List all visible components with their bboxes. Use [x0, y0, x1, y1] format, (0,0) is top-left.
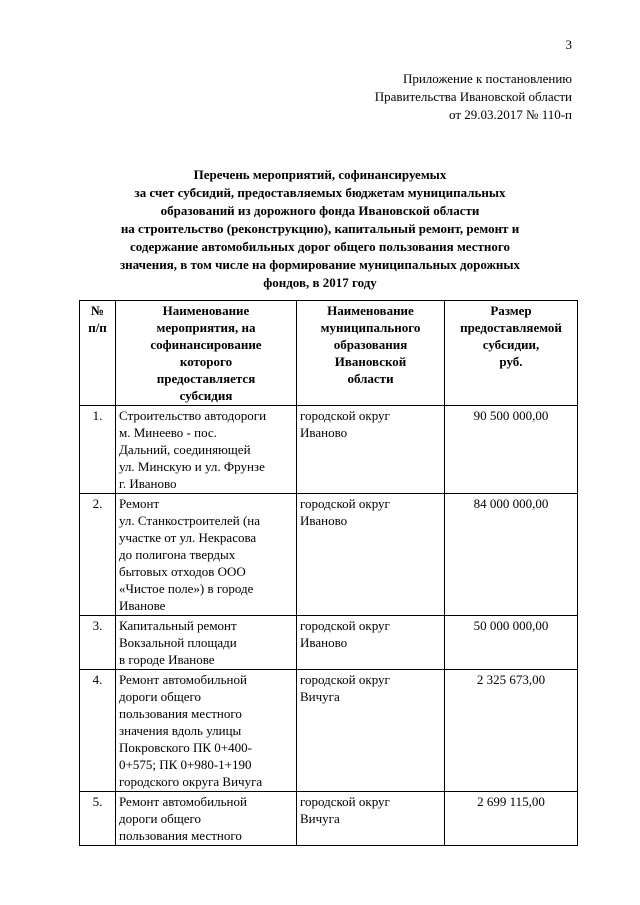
title-line: содержание автомобильных дорог общего пользования местного	[130, 239, 510, 254]
row-municipality: городской округ Иваново	[297, 494, 445, 616]
table-header-row	[80, 301, 578, 406]
title-line: фондов, в 2017 году	[263, 275, 377, 290]
header-measure: Наименование мероприятия, на софинансирование которого предоставляется субсидия	[116, 301, 297, 406]
table-row	[80, 616, 578, 670]
approval-note	[375, 70, 572, 124]
row-municipality: городской округ Вичуга	[297, 792, 445, 846]
row-amount: 2 325 673,00	[445, 670, 578, 792]
row-number: 1.	[80, 406, 116, 494]
table-row	[80, 792, 578, 846]
row-measure: Ремонт ул. Станкостроителей (на участке от ул. Некрасова до полигона твердых бытовых отходов ООО «Чистое поле») в городе Иванове	[116, 494, 297, 616]
row-amount: 50 000 000,00	[445, 616, 578, 670]
title-line: значения, в том числе на формирование муниципальных дорожных	[119, 257, 521, 272]
row-number: 4.	[80, 670, 116, 792]
row-amount: 84 000 000,00	[445, 494, 578, 616]
row-amount: 90 500 000,00	[445, 406, 578, 494]
page-number: 3	[565, 37, 572, 52]
table-row	[80, 406, 578, 494]
title-line: Перечень мероприятий, софинансируемых	[193, 167, 447, 182]
approval-line-1: Приложение к постановлению	[402, 71, 572, 86]
title-line: за счет субсидий, предоставляемых бюджетам муниципальных	[134, 185, 506, 200]
row-number: 2.	[80, 494, 116, 616]
table-row	[80, 494, 578, 616]
approval-line-3: от 29.03.2017 № 110-п	[449, 107, 572, 122]
document-title	[75, 166, 565, 292]
header-amount: Размер предоставляемой субсидии, руб.	[445, 301, 578, 406]
row-measure: Строительство автодороги м. Минеево - пос. Дальний, соединяющей ул. Минскую и ул. Фрунзе г. Иваново	[116, 406, 297, 494]
measures-table	[79, 300, 578, 846]
header-number: № п/п	[80, 301, 116, 406]
row-measure: Ремонт автомобильной дороги общего пользования местного	[116, 792, 297, 846]
row-municipality: городской округ Иваново	[297, 406, 445, 494]
row-amount: 2 699 115,00	[445, 792, 578, 846]
row-municipality: городской округ Иваново	[297, 616, 445, 670]
row-number: 3.	[80, 616, 116, 670]
row-number: 5.	[80, 792, 116, 846]
table-row	[80, 670, 578, 792]
row-municipality: городской округ Вичуга	[297, 670, 445, 792]
title-line: образований из дорожного фонда Ивановской области	[160, 203, 480, 218]
title-line: на строительство (реконструкцию), капитальный ремонт, ремонт и	[120, 221, 520, 236]
row-measure: Ремонт автомобильной дороги общего пользования местного значения вдоль улицы Покровского ПК 0+400- 0+575; ПК 0+980-1+190 городского округа Вичуга	[116, 670, 297, 792]
approval-line-2: Правительства Ивановской области	[374, 89, 572, 104]
header-municipality: Наименование муниципального образования Ивановской области	[297, 301, 445, 406]
row-measure: Капитальный ремонт Вокзальной площади в городе Иванове	[116, 616, 297, 670]
